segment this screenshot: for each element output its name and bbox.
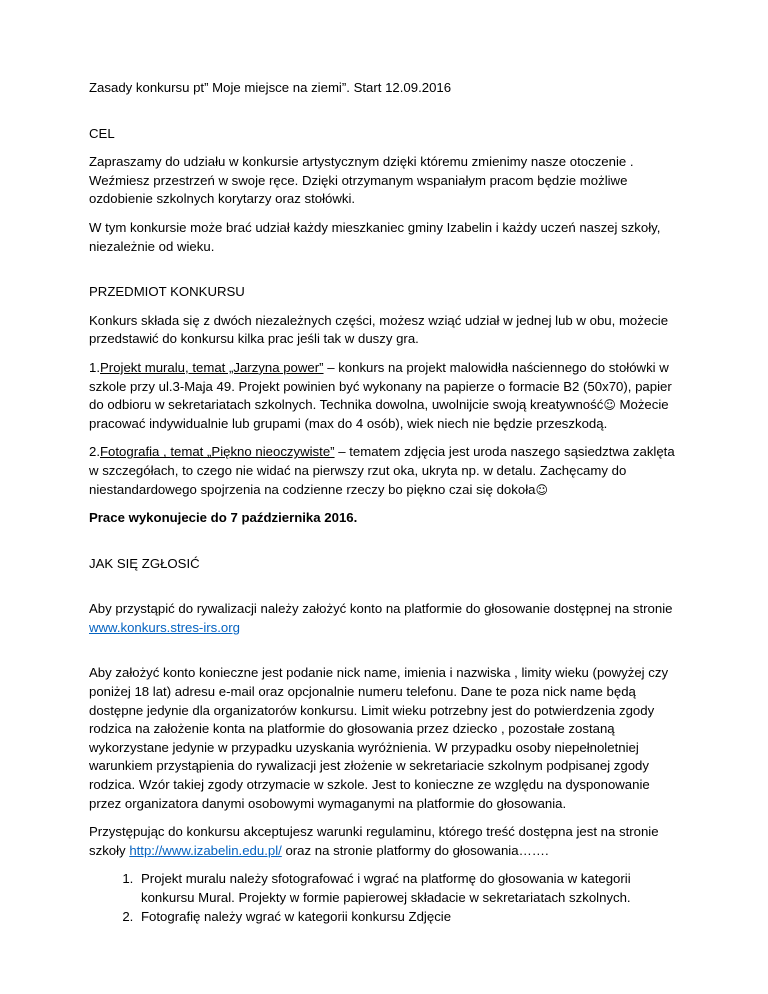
deadline-notice: Prace wykonujecie do 7 października 2016. bbox=[89, 510, 358, 526]
list-item: 1. Projekt muralu należy sfotografować i wgrać na platformę do głosowania w kategorii konkursu Mural. Projekty w formie papierowej składacie w sekretariatach szkolnych. bbox=[137, 870, 679, 907]
section-heading-zgloszenie: JAK SIĘ ZGŁOSIĆ bbox=[89, 555, 200, 571]
registration-paragraph bbox=[89, 600, 679, 637]
terms-text: Przystępując do konkursu akceptujesz warunki regulaminu, którego treść dostępna jest na stronie szkoły bbox=[89, 824, 659, 858]
document-body bbox=[89, 79, 679, 926]
list-item: 2. Fotografię należy wgrać w kategorii konkursu Zdjęcie bbox=[137, 908, 679, 927]
smiley-icon: ☺ bbox=[603, 398, 616, 413]
photo-description: – tematem zdjęcia jest uroda naszego sąsiedztwa zaklęta w szczegółach, to czego nie widać na pierwszy rzut oka, ukryta np. w detalu. Zachęcamy do niestandardowego spojrzenia na codzienne rzeczy bo piękno czai się dokoła bbox=[89, 444, 675, 497]
item-number: 2. bbox=[89, 444, 100, 460]
contest-part-mural bbox=[89, 359, 679, 433]
platform-link[interactable]: www.konkurs.stres-irs.org bbox=[89, 619, 240, 635]
przedmiot-intro: Konkurs składa się z dwóch niezależnych części, możesz wziąć udział w jednej lub w obu, możecie przedstawić do konkursu kilka prac jeśli tak w duszy gra. bbox=[89, 312, 669, 347]
mural-description-end: Możecie pracować indywidualnie lub grupami (max do 4 osób), wiek niech nie będzie przeszkodą. bbox=[89, 397, 669, 431]
terms-paragraph bbox=[89, 823, 679, 860]
contest-part-photo bbox=[89, 443, 679, 499]
item-number: 1. bbox=[89, 359, 100, 375]
cel-paragraph-1: Zapraszamy do udziału w konkursie artystycznym dzięki któremu zmienimy nasze otoczenie . Weźmiesz przestrzeń w swoje ręce. Dzięki otrzymanym wspaniałym pracom będzie możliwe ozdobienie szkolnych korytarzy oraz stołówki. bbox=[89, 154, 634, 207]
school-website-link[interactable]: http://www.izabelin.edu.pl/ bbox=[129, 842, 282, 858]
section-heading-przedmiot: PRZEDMIOT KONKURSU bbox=[89, 284, 245, 300]
smiley-icon: ☺ bbox=[535, 482, 548, 497]
mural-description: – konkurs na projekt malowidła naściennego do stołówki w szkole przy ul.3-Maja 49. Projekt powinien być wykonany na papierze o formacie B2 (50x70), papier do odbioru w sekretariatach szkolnych. Technika dowolna, uwolnijcie swoją kreatywność bbox=[89, 359, 672, 413]
registration-text: Aby przystąpić do rywalizacji należy założyć konto na platformie do głosowanie dostępnej na stronie bbox=[89, 601, 673, 617]
document-title: Zasady konkursu pt” Moje miejsce na ziemi”. Start 12.09.2016 bbox=[89, 80, 452, 95]
terms-text-end: oraz na stronie platformy do głosowania……. bbox=[281, 842, 549, 858]
section-heading-cel: CEL bbox=[89, 125, 115, 141]
mural-title: Projekt muralu, temat „Jarzyna power” bbox=[100, 359, 324, 375]
cel-paragraph-2: W tym konkursie może brać udział każdy mieszkaniec gminy Izabelin i każdy uczeń naszej szkoły, niezależnie od wieku. bbox=[89, 219, 661, 254]
instructions-list bbox=[89, 870, 679, 926]
account-requirements-paragraph: Aby założyć konto konieczne jest podanie nick name, imienia i nazwiska , limity wieku (powyżej czy poniżej 18 lat) adresu e-mail oraz opcjonalnie numeru telefonu. Dane te poza nick name będą dostępne jedynie dla organizatorów konkursu. Limit wieku potrzebny jest do potwierdzenia zgody rodzica na założenie konta na platformie do głosowania przez dziecko , pozostałe zostaną wykorzystane jedynie w przypadku uzyskania wyróżnienia. W przypadku osoby niepełnoletniej warunkiem przystąpienia do rywalizacji jest złożenie w sekretariacie szkolnym podpisanej zgody rodzica. Wzór takiej zgody otrzymacie w szkole. Jest to konieczne ze względu na dysponowanie przez organizatora danymi osobowymi wymaganymi na platformie do głosowania. bbox=[89, 665, 669, 811]
photo-title: Fotografia , temat „Piękno nieoczywiste” bbox=[100, 444, 335, 460]
